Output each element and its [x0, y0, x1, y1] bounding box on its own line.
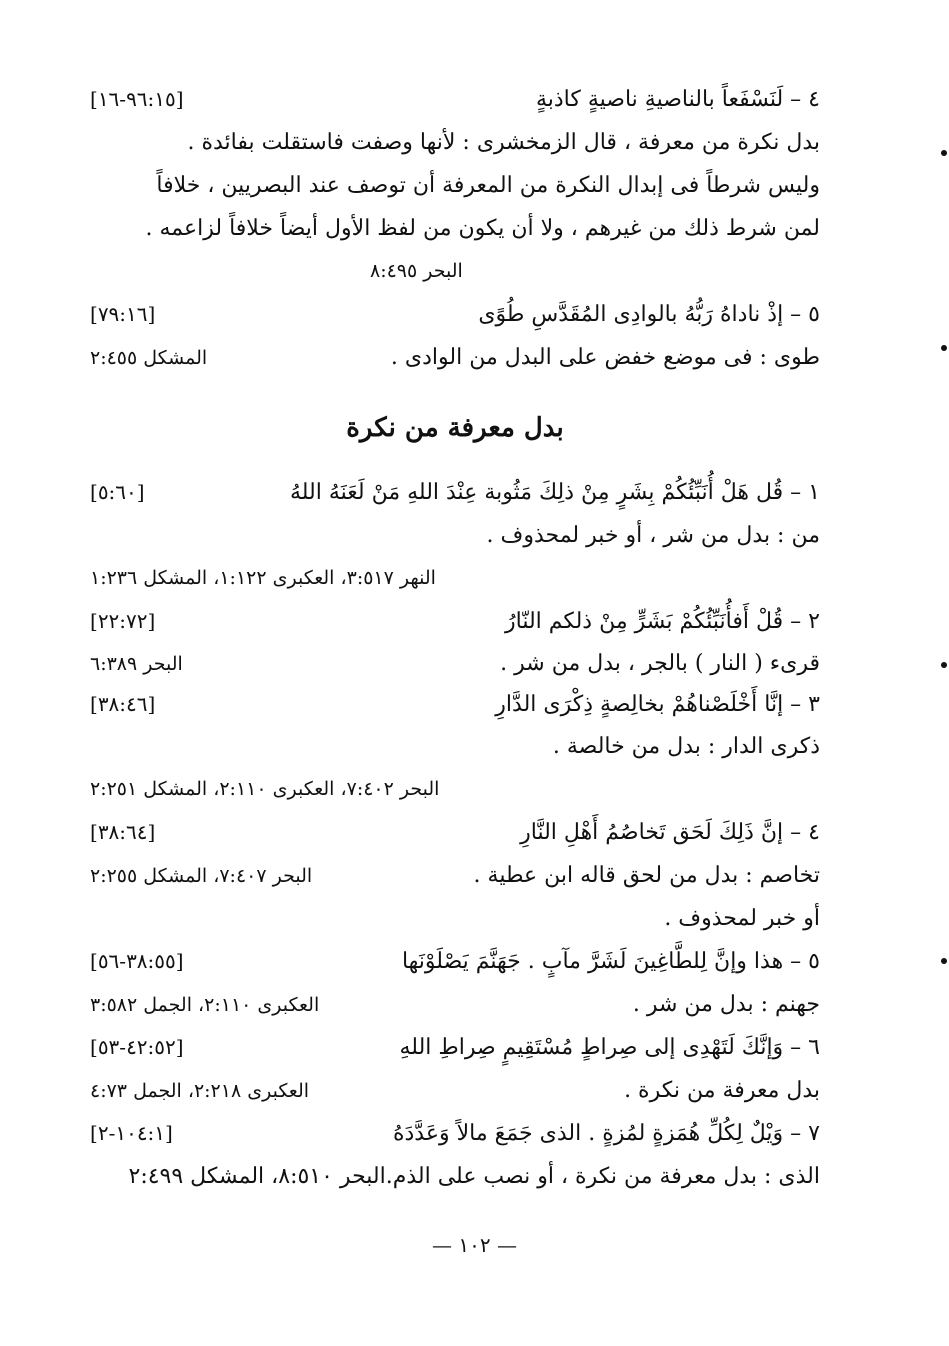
source-citation: البحر ٧:٤٠٧، المشكل ٢:٢٥٥: [90, 865, 313, 887]
commentary-line: [90, 336, 820, 379]
verse-reference: [٥:٦٠]: [90, 480, 145, 504]
verse-reference: [٧٩:١٦]: [90, 302, 156, 326]
margin-mark: [941, 345, 947, 351]
commentary-text: جهنم : بدل من شر .: [632, 992, 820, 1017]
commentary-text: ذكرى الدار : بدل من خالصة .: [552, 734, 820, 759]
commentary-line: [90, 725, 820, 768]
commentary-line: [90, 164, 820, 207]
source-citation: العكبرى ٢:٢١٨، الجمل ٤:٧٣: [90, 1080, 310, 1102]
verse-text: ٢ – قُلْ أَفأُنَبِّئُكُمْ بَشَرٍّ مِنْ ذلكم النّارُ: [505, 609, 820, 634]
commentary-line: [90, 643, 820, 684]
verse-text: ٤ – إنَّ ذَلِكَ لَحَق تَخاصُمُ أَهْلِ النَّارِ: [520, 820, 820, 845]
verse-text: ٥ – إذْ ناداهُ رَبُّهُ بالوادِى المُقَدَّسِ طُوًى: [478, 302, 820, 327]
commentary-line: [90, 207, 820, 250]
source-citation: المشكل ٢:٤٥٥: [90, 347, 208, 369]
source-line: [90, 250, 820, 293]
verse-line: [90, 293, 820, 336]
verse-reference: [٣٨:٦٤]: [90, 820, 156, 844]
verse-reference: [٣٨:٤٦]: [90, 692, 156, 716]
commentary-line: [90, 897, 820, 940]
commentary-text: الذى : بدل معرفة من نكرة ، أو نصب على الذم.البحر ٨:٥١٠، المشكل ٢:٤٩٩: [128, 1164, 820, 1189]
verse-text: ١ – قُل هَلْ أُنَبِّئُكُمْ بِشَرٍ مِنْ ذلِكَ مَثُوبة عِنْدَ اللهِ مَنْ لَعَنَهُ اللهُ: [289, 480, 820, 505]
verse-text: ٤ – لَنَسْفَعاً بالناصيةِ ناصيةٍ كاذبةٍ: [535, 87, 820, 112]
margin-mark: [941, 958, 947, 964]
source-citation: البحر ٨:٤٩٥: [370, 260, 463, 282]
source-citation: البحر ٧:٤٠٢، العكبرى ٢:١١٠، المشكل ٢:٢٥١: [90, 778, 440, 800]
margin-mark: [941, 150, 947, 156]
section-heading: بدل معرفة من نكرة: [346, 413, 564, 443]
commentary-text: بدل معرفة من نكرة .: [624, 1078, 820, 1103]
verse-line: [90, 600, 820, 643]
verse-line: [90, 1026, 820, 1069]
verse-reference: [٢٢:٧٢]: [90, 609, 156, 633]
verse-reference: [١٠٤:١-٢]: [90, 1121, 173, 1145]
commentary-line: [90, 854, 820, 897]
verse-text: ٣ – إنَّا أَخْلَصْناهُمْ بخالِصةٍ ذِكْرَى الدَّارِ: [495, 692, 820, 717]
commentary-text: تخاصم : بدل من لحق قاله ابن عطية .: [473, 863, 820, 888]
verse-reference: [٩٦:١٥-١٦]: [90, 87, 184, 111]
commentary-text: وليس شرطاً فى إبدال النكرة من المعرفة أن توصف عند البصريين ، خلافاً: [156, 173, 820, 198]
source-line: [90, 768, 820, 811]
commentary-text: قرىء ( النار ) بالجر ، بدل من شر .: [500, 651, 820, 676]
commentary-text: من : بدل من شر ، أو خبر لمحذوف .: [486, 523, 820, 548]
verse-text: ٥ – هذا وإنَّ لِلطَّاغِينَ لَشَرَّ مآبٍ . جَهَنَّمَ يَصْلَوْنَها: [401, 949, 820, 974]
commentary-line: [90, 514, 820, 557]
margin-mark: [941, 662, 947, 668]
commentary-text: لمن شرط ذلك من غيرهم ، ولا أن يكون من لفظ الأول أيضاً خلافاً لزاعمه .: [145, 216, 820, 241]
source-citation: العكبرى ٢:١١٠، الجمل ٣:٥٨٢: [90, 994, 320, 1016]
verse-text: ٦ – وَإنَّكَ لَتَهْدِى إلى صِراطٍ مُسْتَقِيمٍ صِراطِ اللهِ: [399, 1035, 820, 1060]
source-citation: النهر ٣:٥١٧، العكبرى ١:١٢٢، المشكل ١:٢٣٦: [90, 567, 436, 589]
commentary-line: [90, 121, 820, 164]
commentary-text: بدل نكرة من معرفة ، قال الزمخشرى : لأنها وصفت فاستقلت بفائدة .: [187, 130, 820, 155]
document-page: [90, 78, 820, 1198]
commentary-text: أو خبر لمحذوف .: [664, 906, 820, 931]
verse-line: [90, 1112, 820, 1155]
verse-reference: [٣٨:٥٥-٥٦]: [90, 949, 184, 973]
verse-reference: [٤٢:٥٢-٥٣]: [90, 1035, 184, 1059]
verse-text: ٧ – وَيْلٌ لِكُلِّ هُمَزةٍ لمُزةٍ . الذى جَمَعَ مالاً وَعَدَّدَهُ: [392, 1121, 820, 1146]
source-citation: البحر ٦:٣٨٩: [90, 653, 183, 675]
verse-line: [90, 940, 820, 983]
commentary-text: طوى : فى موضع خفض على البدل من الوادى .: [390, 345, 820, 370]
source-line: [90, 557, 820, 600]
verse-line: [90, 684, 820, 725]
commentary-line: [90, 983, 820, 1026]
verse-line: [90, 471, 820, 514]
page-number: — ١٠٢ —: [432, 1233, 517, 1257]
commentary-line: [90, 1069, 820, 1112]
verse-line: [90, 811, 820, 854]
verse-line: [90, 78, 820, 121]
commentary-line: [90, 1155, 820, 1198]
